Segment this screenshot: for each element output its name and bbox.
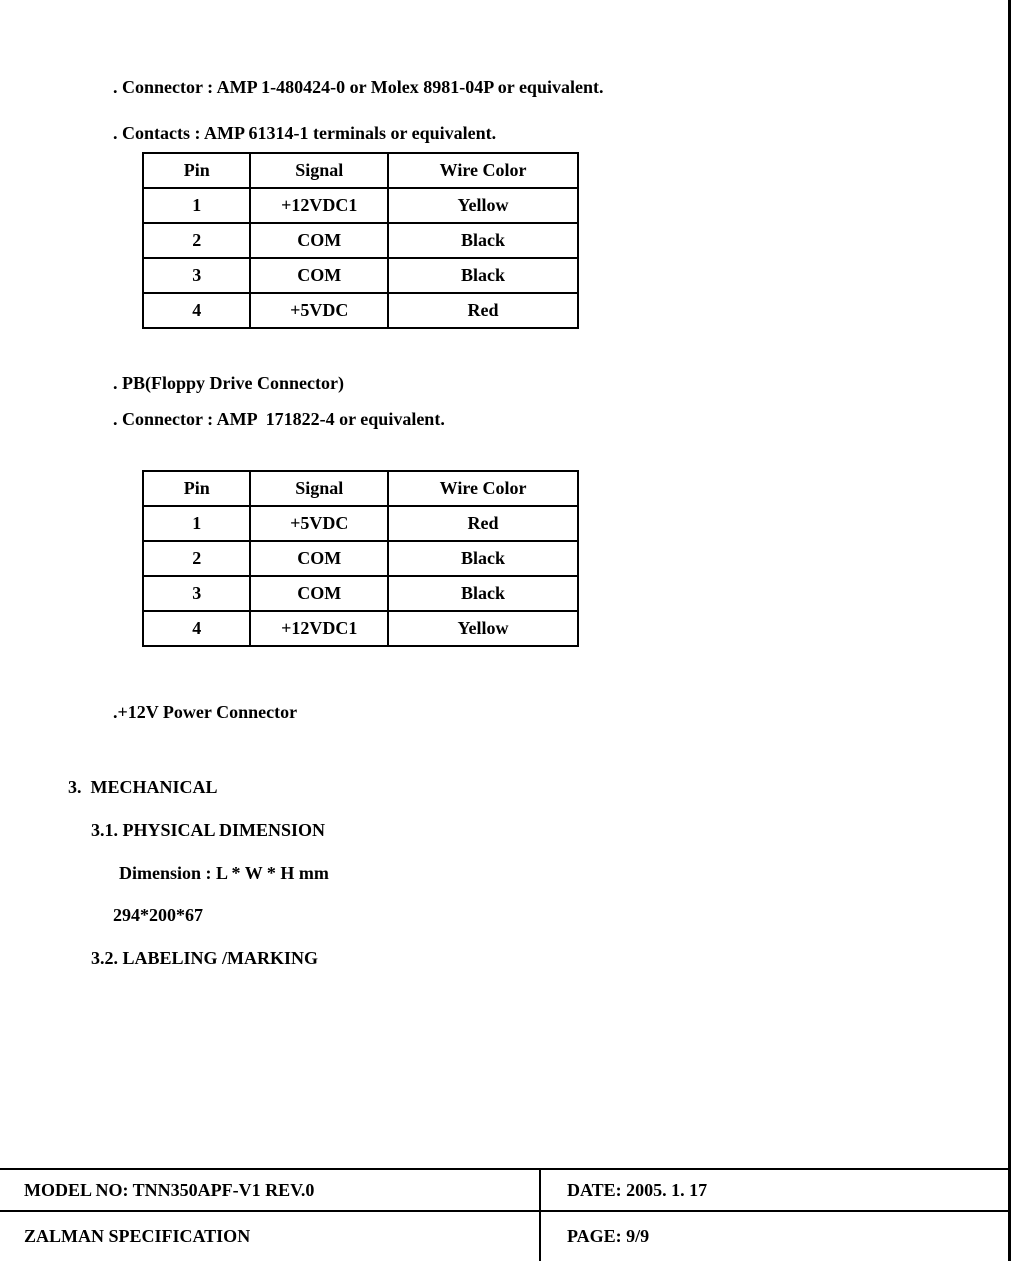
connector-pin-table-b: [142, 470, 579, 647]
power-connector-title: .+12V Power Connector: [113, 702, 298, 722]
subsection-heading-physical-dimension: 3.1. PHYSICAL DIMENSION: [91, 820, 326, 840]
table-row: [143, 576, 578, 611]
pb-connector-spec-line: . Connector : AMP 171822-4 or equivalent.: [113, 409, 445, 429]
footer-page-number: PAGE: 9/9: [567, 1226, 650, 1246]
cell-wire-color: Black: [388, 258, 578, 293]
connector-pin-table-a: [142, 152, 579, 329]
subsection-heading-labeling: 3.2. LABELING /MARKING: [91, 948, 319, 968]
footer-column-divider: [539, 1168, 541, 1261]
table-row: [143, 223, 578, 258]
footer-top-rule: [0, 1168, 1010, 1170]
footer-model-number: MODEL NO: TNN350APF-V1 REV.0: [24, 1180, 315, 1200]
cell-pin: 4: [143, 611, 250, 646]
header-signal: Signal: [250, 471, 388, 506]
cell-pin: 3: [143, 258, 250, 293]
dimension-value: 294*200*67: [113, 905, 203, 925]
header-pin: Pin: [143, 471, 250, 506]
header-wire-color: Wire Color: [388, 153, 578, 188]
cell-signal: COM: [250, 258, 388, 293]
header-pin: Pin: [143, 153, 250, 188]
table-row: [143, 293, 578, 328]
header-wire-color: Wire Color: [388, 471, 578, 506]
header-signal: Signal: [250, 153, 388, 188]
section-heading-mechanical: 3. MECHANICAL: [68, 777, 218, 797]
dimension-label: Dimension : L * W * H mm: [119, 863, 329, 883]
table-header-row: [143, 153, 578, 188]
table-row: [143, 506, 578, 541]
cell-pin: 4: [143, 293, 250, 328]
cell-signal: COM: [250, 541, 388, 576]
cell-signal: COM: [250, 223, 388, 258]
cell-pin: 2: [143, 541, 250, 576]
cell-signal: +5VDC: [250, 506, 388, 541]
cell-signal: +12VDC1: [250, 188, 388, 223]
footer-middle-rule: [0, 1210, 1010, 1212]
document-footer: [0, 1168, 1010, 1261]
page-right-border: [1008, 0, 1011, 1261]
cell-wire-color: Yellow: [388, 611, 578, 646]
footer-date: DATE: 2005. 1. 17: [567, 1180, 708, 1200]
cell-signal: +12VDC1: [250, 611, 388, 646]
cell-signal: +5VDC: [250, 293, 388, 328]
cell-pin: 2: [143, 223, 250, 258]
cell-wire-color: Black: [388, 223, 578, 258]
connector-spec-line: . Connector : AMP 1-480424-0 or Molex 8981-04P or equivalent.: [113, 77, 604, 97]
table-row: [143, 258, 578, 293]
cell-pin: 1: [143, 188, 250, 223]
cell-wire-color: Red: [388, 293, 578, 328]
table-row: [143, 611, 578, 646]
cell-signal: COM: [250, 576, 388, 611]
cell-wire-color: Yellow: [388, 188, 578, 223]
table-row: [143, 188, 578, 223]
footer-company: ZALMAN SPECIFICATION: [24, 1226, 251, 1246]
cell-pin: 3: [143, 576, 250, 611]
cell-wire-color: Black: [388, 576, 578, 611]
contacts-spec-line: . Contacts : AMP 61314-1 terminals or equivalent.: [113, 123, 497, 143]
table-header-row: [143, 471, 578, 506]
table-row: [143, 541, 578, 576]
cell-pin: 1: [143, 506, 250, 541]
pb-connector-title: . PB(Floppy Drive Connector): [113, 373, 344, 393]
cell-wire-color: Red: [388, 506, 578, 541]
cell-wire-color: Black: [388, 541, 578, 576]
